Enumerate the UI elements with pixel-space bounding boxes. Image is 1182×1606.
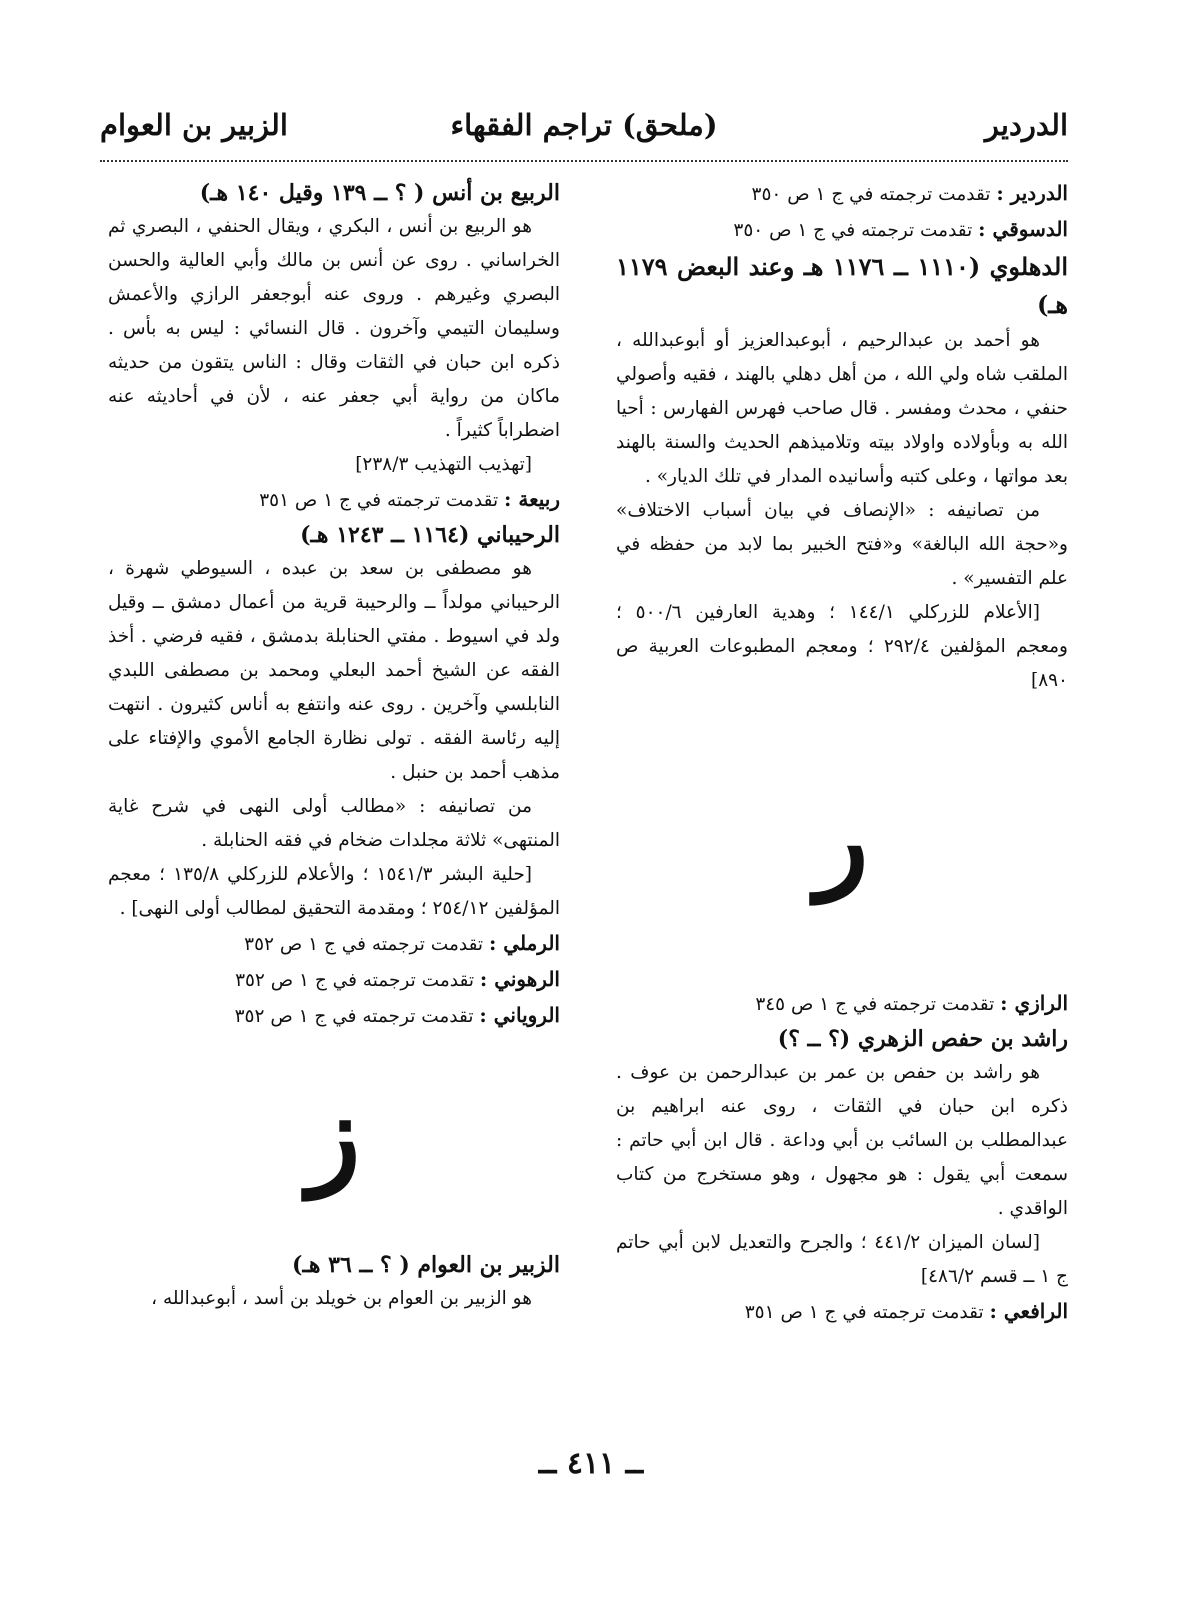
- xref-entry: [616, 176, 1068, 212]
- xref-text: تقدمت ترجمته في ج ١ ص ٣٤٥: [755, 994, 1001, 1015]
- entry-body: هو أحمد بن عبدالرحيم ، أبوعبدالعزيز أو أبوعبدالله ، الملقب شاه ولي الله ، من أهل دهلي بالهند ، فقيه وأصولي حنفي ، محدث ومفسر . قال صاحب فهرس الفهارس : أحيا الله به وبأولاده واولاد بيته وتلاميذهم الحديث والسنة بالهند بعد مواتها ، وعلى كتبه وأسانيده المدار في تلك الديار» .: [616, 330, 1068, 487]
- xref-text: تقدمت ترجمته في ج ١ ص ٣٥٢: [244, 934, 489, 955]
- entry-sources: [الأعلام للزركلي ١٤٤/١ ؛ وهدية العارفين ٥٠٠/٦ ؛ ومعجم المؤلفين ٢٩٢/٤ ؛ ومعجم المطبوعات العربية ص ٨٩٠]: [616, 602, 1068, 691]
- running-header: [100, 108, 1068, 154]
- entry-title-dahlawi: الدهلوي (١١١٠ ــ ١١٧٦ هـ وعند البعض ١١٧٩ هـ): [616, 252, 1069, 319]
- entry-sources: [حلية البشر ١٥٤١/٣ ؛ والأعلام للزركلي ١٣٥/٨ ؛ معجم المؤلفين ٢٥٤/١٢ ؛ ومقدمة التحقيق لمطالب أولى النهى] .: [108, 864, 560, 919]
- left-column: [108, 176, 560, 1316]
- entry-body: هو مصطفى بن سعد بن عبده ، السيوطي شهرة ، الرحيباني مولداً ــ والرحيبة قرية من أعمال دمشق ــ وقيل ولد في اسيوط . مفتي الحنابلة بدمشق ، فقيه فرضي . أخذ الفقه عن الشيخ أحمد البعلي ومحمد بن مصطفى اللبدي النابلسي وآخرين . روى عنه وانتفع به أناس كثيرون . انتهت إليه رئاسة الفقه . تولى نظارة الجامع الأموي والإفتاء على مذهب أحمد بن حنبل .: [108, 558, 560, 783]
- entry-title-rabi: الربيع بن أنس ( ؟ ــ ١٣٩ وقيل ١٤٠ هـ): [199, 180, 560, 206]
- xref-entry: [108, 926, 560, 962]
- section-letter-ra: ر: [815, 774, 869, 903]
- header-center-title: (ملحق) تراجم الفقهاء: [450, 108, 718, 142]
- xref-entry: [108, 998, 560, 1034]
- xref-text: تقدمت ترجمته في ج ١ ص ٣٥٢: [234, 1006, 480, 1027]
- header-dotted-rule: [100, 160, 1068, 162]
- entry-works: من تصانيفه : «الإنصاف في بيان أسباب الاختلاف» و«حجة الله البالغة» و«فتح الخبير بما لابد من حفظه في علم التفسير» .: [616, 500, 1068, 589]
- xref-text: تقدمت ترجمته في ج ١ ص ٣٥١: [744, 1302, 990, 1323]
- xref-name: الرملي :: [488, 931, 560, 955]
- xref-entry: [616, 212, 1068, 248]
- xref-name: الرافعي :: [989, 1299, 1068, 1323]
- entry-body: هو الزبير بن العوام بن خويلد بن أسد ، أبوعبدالله ،: [151, 1288, 532, 1309]
- xref-entry: [616, 986, 1068, 1022]
- header-right-title: الدردير: [984, 108, 1068, 142]
- page-number: ــ ٤١١ ــ: [538, 1446, 644, 1481]
- entry-title-zubayr: الزبير بن العوام ( ؟ ــ ٣٦ هـ): [292, 1252, 560, 1278]
- xref-entry: [108, 482, 560, 518]
- entry-body: هو الربيع بن أنس ، البكري ، ويقال الحنفي ، البصري ثم الخراساني . روى عن أنس بن مالك وأبي العالية والحسن البصري وغيرهم . وروى عنه أبوجعفر الرازي والأعمش وسليمان التيمي وآخرون . قال النسائي : ليس به بأس . ذكره ابن حبان في الثقات وقال : الناس يتقون من حديثه ماكان من رواية أبي جعفر عنه ، لأن في أحاديثه عنه اضطراباً كثيراً .: [108, 216, 560, 441]
- header-left-title: الزبير بن العوام: [100, 108, 288, 142]
- xref-entry: [108, 962, 560, 998]
- right-column: [616, 176, 1068, 1330]
- xref-name: ربيعة :: [504, 487, 560, 511]
- entry-title-ruhaybani: الرحيباني (١١٦٤ ــ ١٢٤٣ هـ): [300, 522, 560, 548]
- xref-text: تقدمت ترجمته في ج ١ ص ٣٥٠: [751, 184, 997, 205]
- xref-name: الرازي :: [1000, 991, 1068, 1015]
- xref-name: الدسوقي :: [978, 217, 1068, 241]
- xref-text: تقدمت ترجمته في ج ١ ص ٣٥١: [259, 490, 505, 511]
- entry-body: هو راشد بن حفص بن عمر بن عبدالرحمن بن عوف . ذكره ابن حبان في الثقات ، روى عنه ابراهيم بن عبدالمطلب بن السائب بن أبي وداعة . قال ابن أبي حاتم : سمعت أبي يقول : هو مجهول ، وهو مستخرج من كتاب الواقدي .: [616, 1062, 1068, 1219]
- entry-sources: [لسان الميزان ٤٤١/٢ ؛ والجرح والتعديل لابن أبي حاتم ج ١ ــ قسم ٤٨٦/٢]: [616, 1232, 1068, 1287]
- entry-works: من تصانيفه : «مطالب أولى النهى في شرح غاية المنتهى» ثلاثة مجلدات ضخام في فقه الحنابلة .: [108, 796, 560, 851]
- section-letter-zay: ز: [307, 1070, 361, 1199]
- entry-title-rashid: راشد بن حفص الزهري (؟ ــ ؟): [777, 1026, 1068, 1052]
- xref-text: تقدمت ترجمته في ج ١ ص ٣٥٠: [733, 220, 979, 241]
- xref-entry: [616, 1294, 1068, 1330]
- xref-name: الرهوني :: [479, 967, 560, 991]
- xref-name: الروياني :: [479, 1003, 560, 1027]
- entry-sources: [تهذيب التهذيب ٢٣٨/٣]: [355, 454, 532, 475]
- xref-text: تقدمت ترجمته في ج ١ ص ٣٥٢: [235, 970, 480, 991]
- xref-name: الدردير :: [996, 181, 1068, 205]
